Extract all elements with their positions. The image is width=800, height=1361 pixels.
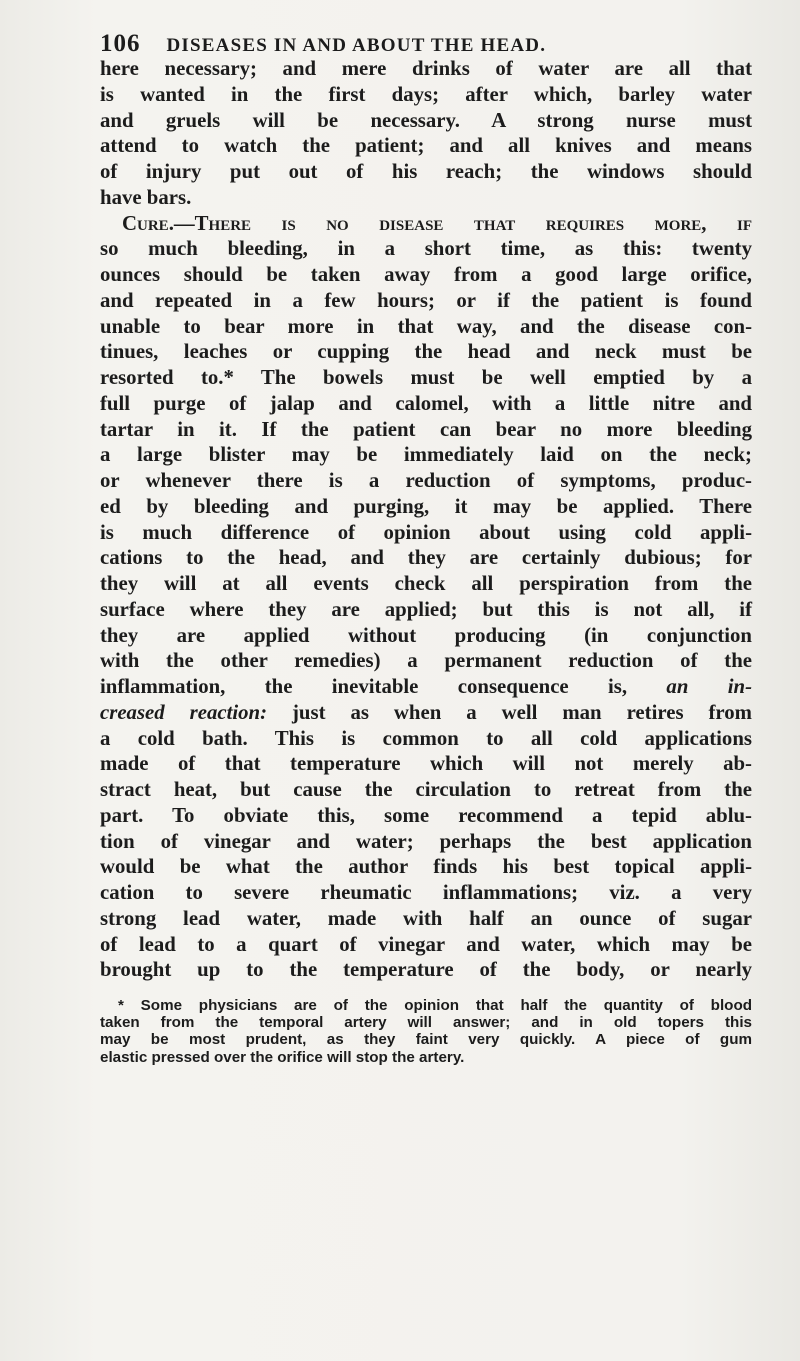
text-line: is much difference of opinion about using cold appli- <box>100 520 752 544</box>
text-line: or whenever there is a reduction of symptoms, produc- <box>100 469 752 492</box>
text-line: they are applied without producing (in conjunction <box>100 623 752 647</box>
text-segment: inflammation, the inevitable consequence is, <box>100 675 628 698</box>
text-line-cure <box>100 211 752 237</box>
text-line: tartar in it. If the patient can bear no more bleeding <box>100 417 752 441</box>
text-line: attend to watch the patient; and all knives and means <box>100 134 752 158</box>
text-line: and gruels will be necessary. A strong nurse must <box>100 108 752 132</box>
text-line: is wanted in the first days; after which, barley water <box>100 82 752 106</box>
text-segment: just as when a well man retires from <box>291 700 752 724</box>
text-line: resorted to.* The bowels must be well emptied by a <box>100 366 752 389</box>
text-line: so much bleeding, in a short time, as this: twenty <box>100 237 752 261</box>
footnote-line: * Some physicians are of the opinion that half the quantity of blood <box>118 997 752 1014</box>
italic-phrase: an in- <box>666 675 752 698</box>
text-line: here necessary; and mere drinks of water are all that <box>100 57 752 80</box>
text-line: strong lead water, made with half an ounce of sugar <box>100 906 752 930</box>
text-line: surface where they are applied; but this is not all, if <box>100 597 752 621</box>
text-line: and repeated in a few hours; or if the patient is found <box>100 288 752 312</box>
footnote-line: may be most prudent, as they faint very quickly. A piece of gum <box>100 1031 752 1049</box>
running-title: DISEASES IN AND ABOUT THE HEAD. <box>166 35 547 56</box>
text-line: a large blister may be immediately laid on the neck; <box>100 443 752 467</box>
text-line: tinues, leaches or cupping the head and neck must be <box>100 340 752 364</box>
text-line: cations to the head, and they are certainly dubious; for <box>100 546 752 570</box>
text-line: would be what the author finds his best topical appli- <box>100 855 752 879</box>
italic-phrase: creased reaction: <box>100 700 268 724</box>
text-line: they will at all events check all perspiration from the <box>100 572 752 595</box>
text-line: unable to bear more in that way, and the disease con- <box>100 314 752 338</box>
text-line: of injury put out of his reach; the windows should <box>100 160 752 183</box>
text-line: with the other remedies) a permanent reduction of the <box>100 649 752 673</box>
text-line-italic-start <box>100 700 752 726</box>
footnote-line: elastic pressed over the orifice will stop the artery. <box>100 1048 465 1066</box>
footnote <box>100 997 752 1066</box>
page-number: 106 <box>100 30 141 57</box>
text-line: tion of vinegar and water; perhaps the best application <box>100 829 752 853</box>
text-line: of lead to a quart of vinegar and water, which may be <box>100 932 752 956</box>
text-line: brought up to the temperature of the body, or nearly <box>100 958 752 982</box>
text-line: ounces should be taken away from a good large orifice, <box>100 263 752 286</box>
cure-paragraph: Cure.—There is no disease that requires more, if <box>122 211 752 235</box>
text-line: made of that temperature which will not merely ab- <box>100 752 752 776</box>
text-line: stract heat, but cause the circulation to retreat from the <box>100 778 752 801</box>
text-line-italic-end <box>100 674 752 700</box>
text-line: a cold bath. This is common to all cold applications <box>100 726 752 750</box>
footnote-line: taken from the temporal artery will answer; and in old topers this <box>100 1014 752 1032</box>
text-line: part. To obviate this, some recommend a tepid ablu- <box>100 803 752 827</box>
body-text <box>100 56 752 983</box>
text-line: cation to severe rheumatic inflammations; viz. a very <box>100 881 752 904</box>
text-line: full purge of jalap and calomel, with a little nitre and <box>100 391 752 415</box>
text-line: ed by bleeding and purging, it may be applied. There <box>100 494 752 518</box>
text-line: have bars. <box>100 185 192 209</box>
